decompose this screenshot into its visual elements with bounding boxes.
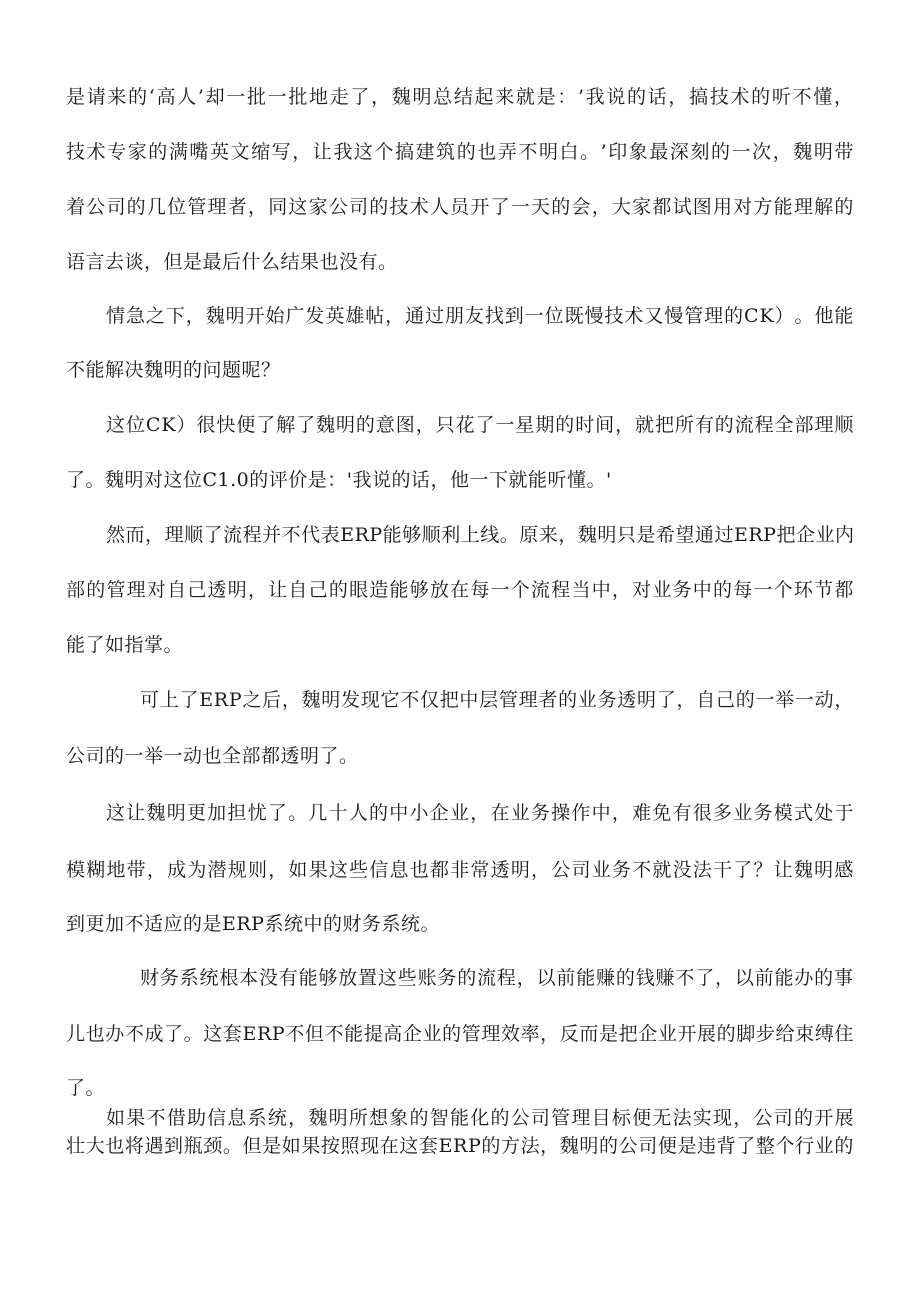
paragraph-8-line-2: 壮 大 也 将 遇 到 瓶 颈 。 但 是 如 果 按 照 现 在 这 套 E R P 的 方 法 ， 魏 明 的 公 司 便 是 违 背 了 整 个 行 业 的	[66, 1135, 854, 1157]
paragraph-8-line-1: 如 果 不 借 助 信 息 系 统 ， 魏 明 所 想 象 的 智 能 化 的 公 司 管 理 目 标 便 无 法 实 现 ， 公 司 的 开 展	[106, 1107, 854, 1129]
paragraph-4-line-1: 然 而 ， 理 顺 了 流 程 并 不 代 表 E R P 能 够 顺 利 上 线 。 原 来 ， 魏 明 只 是 希 望 通 过 E R P 把 企 业 内	[106, 524, 855, 546]
paragraph-7-line-3: 了。	[66, 1077, 106, 1099]
paragraph-1-line-4: 语言去谈，但是最后什么结果也没有。	[66, 251, 398, 273]
paragraph-7-line-2: 儿 也 办 不 成 了 。 这 套 E R P 不 但 不 能 提 高 企 业 的 管 理 效 率 ， 反 而 是 把 企 业 开 展 的 脚 步 给 束 缚 住	[66, 1023, 854, 1045]
paragraph-4-line-2: 部 的 管 理 对 自 己 透 明 ， 让 自 己 的 眼 造 能 够 放 在 每 一 个 流 程 当 中 ， 对 业 务 中 的 每 一 个 环 节 都	[66, 579, 854, 601]
paragraph-6-line-1: 这 让 魏 明 更 加 担 忧 了 。 几 十 人 的 中 小 企 业 ， 在 业 务 操 作 中 ， 难 免 有 很 多 业 务 模 式 处 于	[106, 802, 854, 824]
paragraph-3-line-2: 了。魏明对这位C1.0的评价是：'我说的话，他一下就能听懂。'	[66, 469, 612, 491]
paragraph-1-line-1: 是 请 来 的 ‘ 高 人 ’ 却 一 批 一 批 地 走 了 ， 魏 明 总 结 起 来 就 是 ： ’ 我 说 的 话 ， 搞 技 术 的 听 不 懂 ，	[66, 86, 854, 108]
paragraph-5-line-1: 可 上 了 E R P 之 后 ， 魏 明 发 现 它 不 仅 把 中 层 管 理 者 的 业 务 透 明 了 ， 自 己 的 一 举 一 动 ，	[140, 689, 854, 711]
paragraph-7-line-1: 财 务 系 统 根 本 没 有 能 够 放 置 这 些 账 务 的 流 程 ， 以 前 能 赚 的 钱 赚 不 了 ， 以 前 能 办 的 事	[140, 967, 854, 989]
paragraph-3-line-1: 这 位 C K ） 很 快 便 了 解 了 魏 明 的 意 图 ， 只 花 了 一 星 期 的 时 间 ， 就 把 所 有 的 流 程 全 部 理 顺	[106, 414, 854, 436]
paragraph-6-line-3: 到更加不适应的是ERP系统中的财务系统。	[66, 913, 440, 935]
paragraph-2-line-1: 情 急 之 下 ， 魏 明 开 始 广 发 英 雄 帖 ， 通 过 朋 友 找 到 一 位 既 慢 技 术 又 慢 管 理 的 C K ） 。 他 能	[106, 305, 854, 327]
paragraph-1-line-2: 技 术 专 家 的 满 嘴 英 文 缩 写 ， 让 我 这 个 搞 建 筑 的 也 弄 不 明 白 。 ’ 印 象 最 深 刻 的 一 次 ， 魏 明 带	[66, 141, 854, 163]
paragraph-5-line-2: 公司的一举一动也全部都透明了。	[66, 745, 359, 767]
paragraph-1-line-3: 着 公 司 的 几 位 管 理 者 ， 同 这 家 公 司 的 技 术 人 员 开 了 一 天 的 会 ， 大 家 都 试 图 用 对 方 能 理 解 的	[66, 196, 854, 218]
paragraph-2-line-2: 不能解决魏明的问题呢？	[66, 359, 281, 381]
paragraph-4-line-3: 能了如指掌。	[66, 634, 184, 656]
paragraph-6-line-2: 模 糊 地 带 ， 成 为 潜 规 则 ， 如 果 这 些 信 息 也 都 非 常 透 明 ， 公 司 业 务 不 就 没 法 干 了 ？ 让 魏 明 感	[66, 859, 854, 881]
